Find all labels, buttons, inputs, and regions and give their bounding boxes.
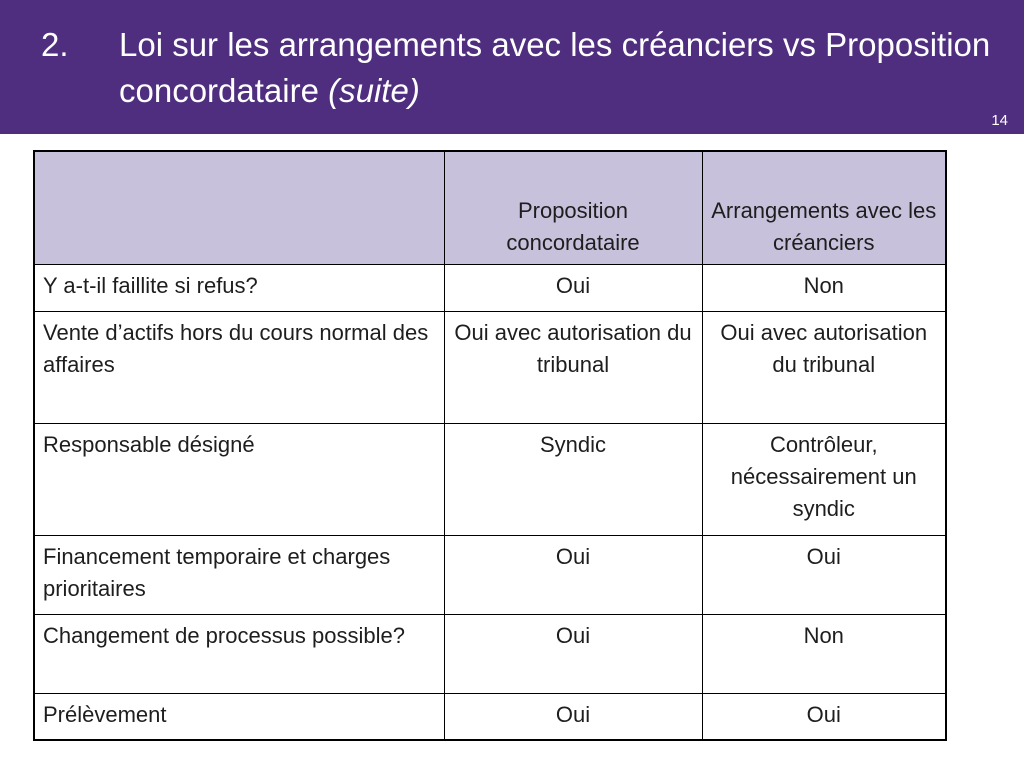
row-value-arrangements: Contrôleur, nécessairement un syndic [702,423,946,535]
table-row [34,311,946,423]
table-header-row [34,151,946,264]
table-row [34,264,946,311]
row-value-arrangements: Oui [702,693,946,740]
table-row [34,535,946,614]
header-cell-arrangements: Arrangements avec les créanciers [702,151,946,264]
slide-title [119,22,999,114]
table-row [34,423,946,535]
row-label: Y a-t-il faillite si refus? [34,264,444,311]
row-value-arrangements: Oui [702,535,946,614]
title-banner [0,0,1024,134]
row-label: Financement temporaire et charges prioritaires [34,535,444,614]
row-value-arrangements: Non [702,264,946,311]
row-value-proposition: Oui [444,264,702,311]
slide-number: 14 [991,112,1008,129]
title-number: 2. [41,26,69,63]
header-cell-criteria [34,151,444,264]
table-row [34,693,946,740]
slide-title-main: Loi sur les arrangements avec les créanciers vs Proposition concordataire [119,26,991,109]
row-value-proposition: Oui [444,535,702,614]
table-row [34,614,946,693]
comparison-table [33,150,947,741]
slide-title-suffix: (suite) [328,72,420,109]
row-value-proposition: Syndic [444,423,702,535]
row-label: Prélèvement [34,693,444,740]
row-label: Changement de processus possible? [34,614,444,693]
row-value-proposition: Oui [444,614,702,693]
row-label: Vente d’actifs hors du cours normal des affaires [34,311,444,423]
row-value-arrangements: Non [702,614,946,693]
row-value-arrangements: Oui avec autorisation du tribunal [702,311,946,423]
row-value-proposition: Oui [444,693,702,740]
header-cell-proposition: Proposition concordataire [444,151,702,264]
row-label: Responsable désigné [34,423,444,535]
row-value-proposition: Oui avec autorisation du tribunal [444,311,702,423]
